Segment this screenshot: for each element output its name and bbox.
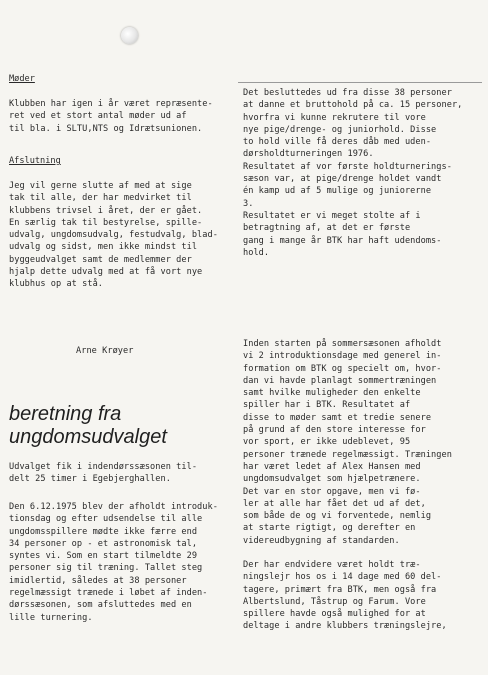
column-top-rule — [238, 82, 482, 83]
right-paragraph-1: Det besluttedes ud fra disse 38 personer at danne et bruttohold på ca. 15 personer, hvorfra vi kunne rekrutere til vore nye pige/drenge- og juniorhold. Disse to hold ville få deres dåb med uden- dørsholdturneringen 1976. Resultatet af vor første holdturnerings- sæson var, at pige/drenge holdet vandt én kamp ud af 5 mulige og juniorerne 3. Resultatet er vi meget stolte af i betragtning af, at det er første gang i mange år BTK har haft udendoms- hold. — [243, 88, 463, 258]
moder-paragraph: Klubben har igen i år været repræsente- ret ved et stort antal møder ud af til bla. i SLTU,NTS og Idrætsunionen. — [9, 99, 213, 134]
signature: Arne Krøyer — [76, 346, 134, 356]
right-paragraph-3: Der har endvidere været holdt træ- ningslejr hos os i 14 dage med 60 del- tagere, primært fra BTK, men også fra Albertslund, Tåstrup og Farum. Vore spillere havde også mulighed for at deltage i andre klubbers træningslejre, — [243, 560, 447, 632]
ungdom-paragraph-2: Den 6.12.1975 blev der afholdt introduk- tionsdag og efter udsendelse til alle ungdomsspillere mødte ikke færre end 34 personer op - et astronomisk tal, syntes vi. Som en start tilmeldte 29 personer sig til træning. Tallet steg imidlertid, således at 38 personer regelmæssigt trænede i løbet af inden- dørssæsonen, som afsluttedes med en lille turnering. — [9, 502, 218, 623]
afslutning-paragraph: Jeg vil gerne slutte af med at sige tak til alle, der har medvirket til klubbens trivsel i året, der er gået. En særlig tak til bestyrelse, spille- udvalg, ungdomsudvalg, festudvalg, blad- udvalg og sidst, men ikke mindst til byggeudvalget samt de medlemmer der hjalp dette udvalg med at få vort nye klubhus op at stå. — [9, 181, 218, 290]
moder-heading: Møder — [9, 74, 35, 84]
section-title: beretning fra ungdomsudvalget — [9, 403, 167, 448]
ungdom-paragraph-1: Udvalget fik i indendørssæsonen til- delt 25 timer i Egebjerghallen. — [9, 462, 198, 485]
afslutning-heading: Afslutning — [9, 156, 61, 166]
right-paragraph-2: Inden starten på sommersæsonen afholdt vi 2 introduktionsdage med generel in- formation om BTK og specielt om, hvor- dan vi havde planlagt sommertræningen samt hvilke muligheder den enkelte spiller har i BTK. Resultatet af disse to møder samt et tredie senere på grund af den store interesse for vor sport, er ikke udeblevet, 95 personer trænede regelmæssigt. Træningen har været ledet af Alex Hansen med ungdomsudvalget som hjælpetrænere. Det var en stor opgave, men vi fø- ler at alle har fået det ud af det, som både de og vi forventede, nemlig at starte rigtigt, og derefter en videreudbygning af standarden. — [243, 339, 452, 546]
punch-hole-mark — [121, 27, 138, 44]
